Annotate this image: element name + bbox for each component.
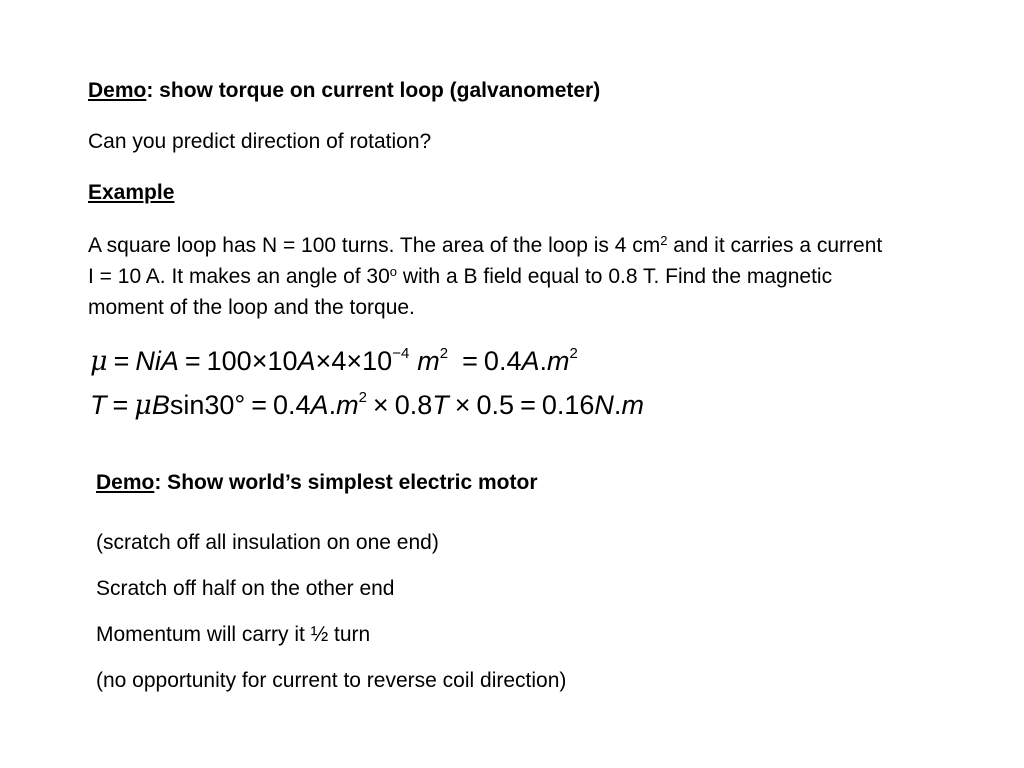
motor-note-4: (no opportunity for current to reverse coil direction) — [96, 669, 567, 692]
demo-heading-2 — [96, 471, 538, 495]
demo-label: Demo — [88, 79, 147, 102]
motor-note-2: Scratch off half on the other end — [96, 577, 395, 600]
demo-title: : show torque on current loop (galvanometer) — [146, 79, 601, 102]
example-paragraph: A square loop has N = 100 turns. The area of the loop is 4 $cm^2$ and it carries a current I = 10 A. It makes an angle of 30$^o$ with a B field equal to 0.8 T. Find the magnetic moment of the loop and the torque. — [88, 233, 883, 319]
torque-equation: $T = \mu Bsin30^\circ = 0.4A.m^2 \times 0.8T \times 0.5 = 0.16N.m$ — [90, 389, 644, 421]
example-heading: Example — [88, 181, 175, 204]
demo-label: Demo — [96, 471, 155, 494]
motor-note-1: (scratch off all insulation on one end) — [96, 531, 439, 554]
demo-heading-1 — [88, 79, 600, 103]
magnetic-moment-equation: μ = NiA = $100\times 10A\times 4\times 10^{-4}$ $m^2 = 0.4A.m^2$ — [90, 345, 578, 377]
prediction-question: Can you predict direction of rotation? — [88, 130, 432, 153]
demo-title: : Show world’s simplest electric motor — [154, 471, 538, 494]
motor-note-3: Momentum will carry it ½ turn — [96, 623, 371, 646]
